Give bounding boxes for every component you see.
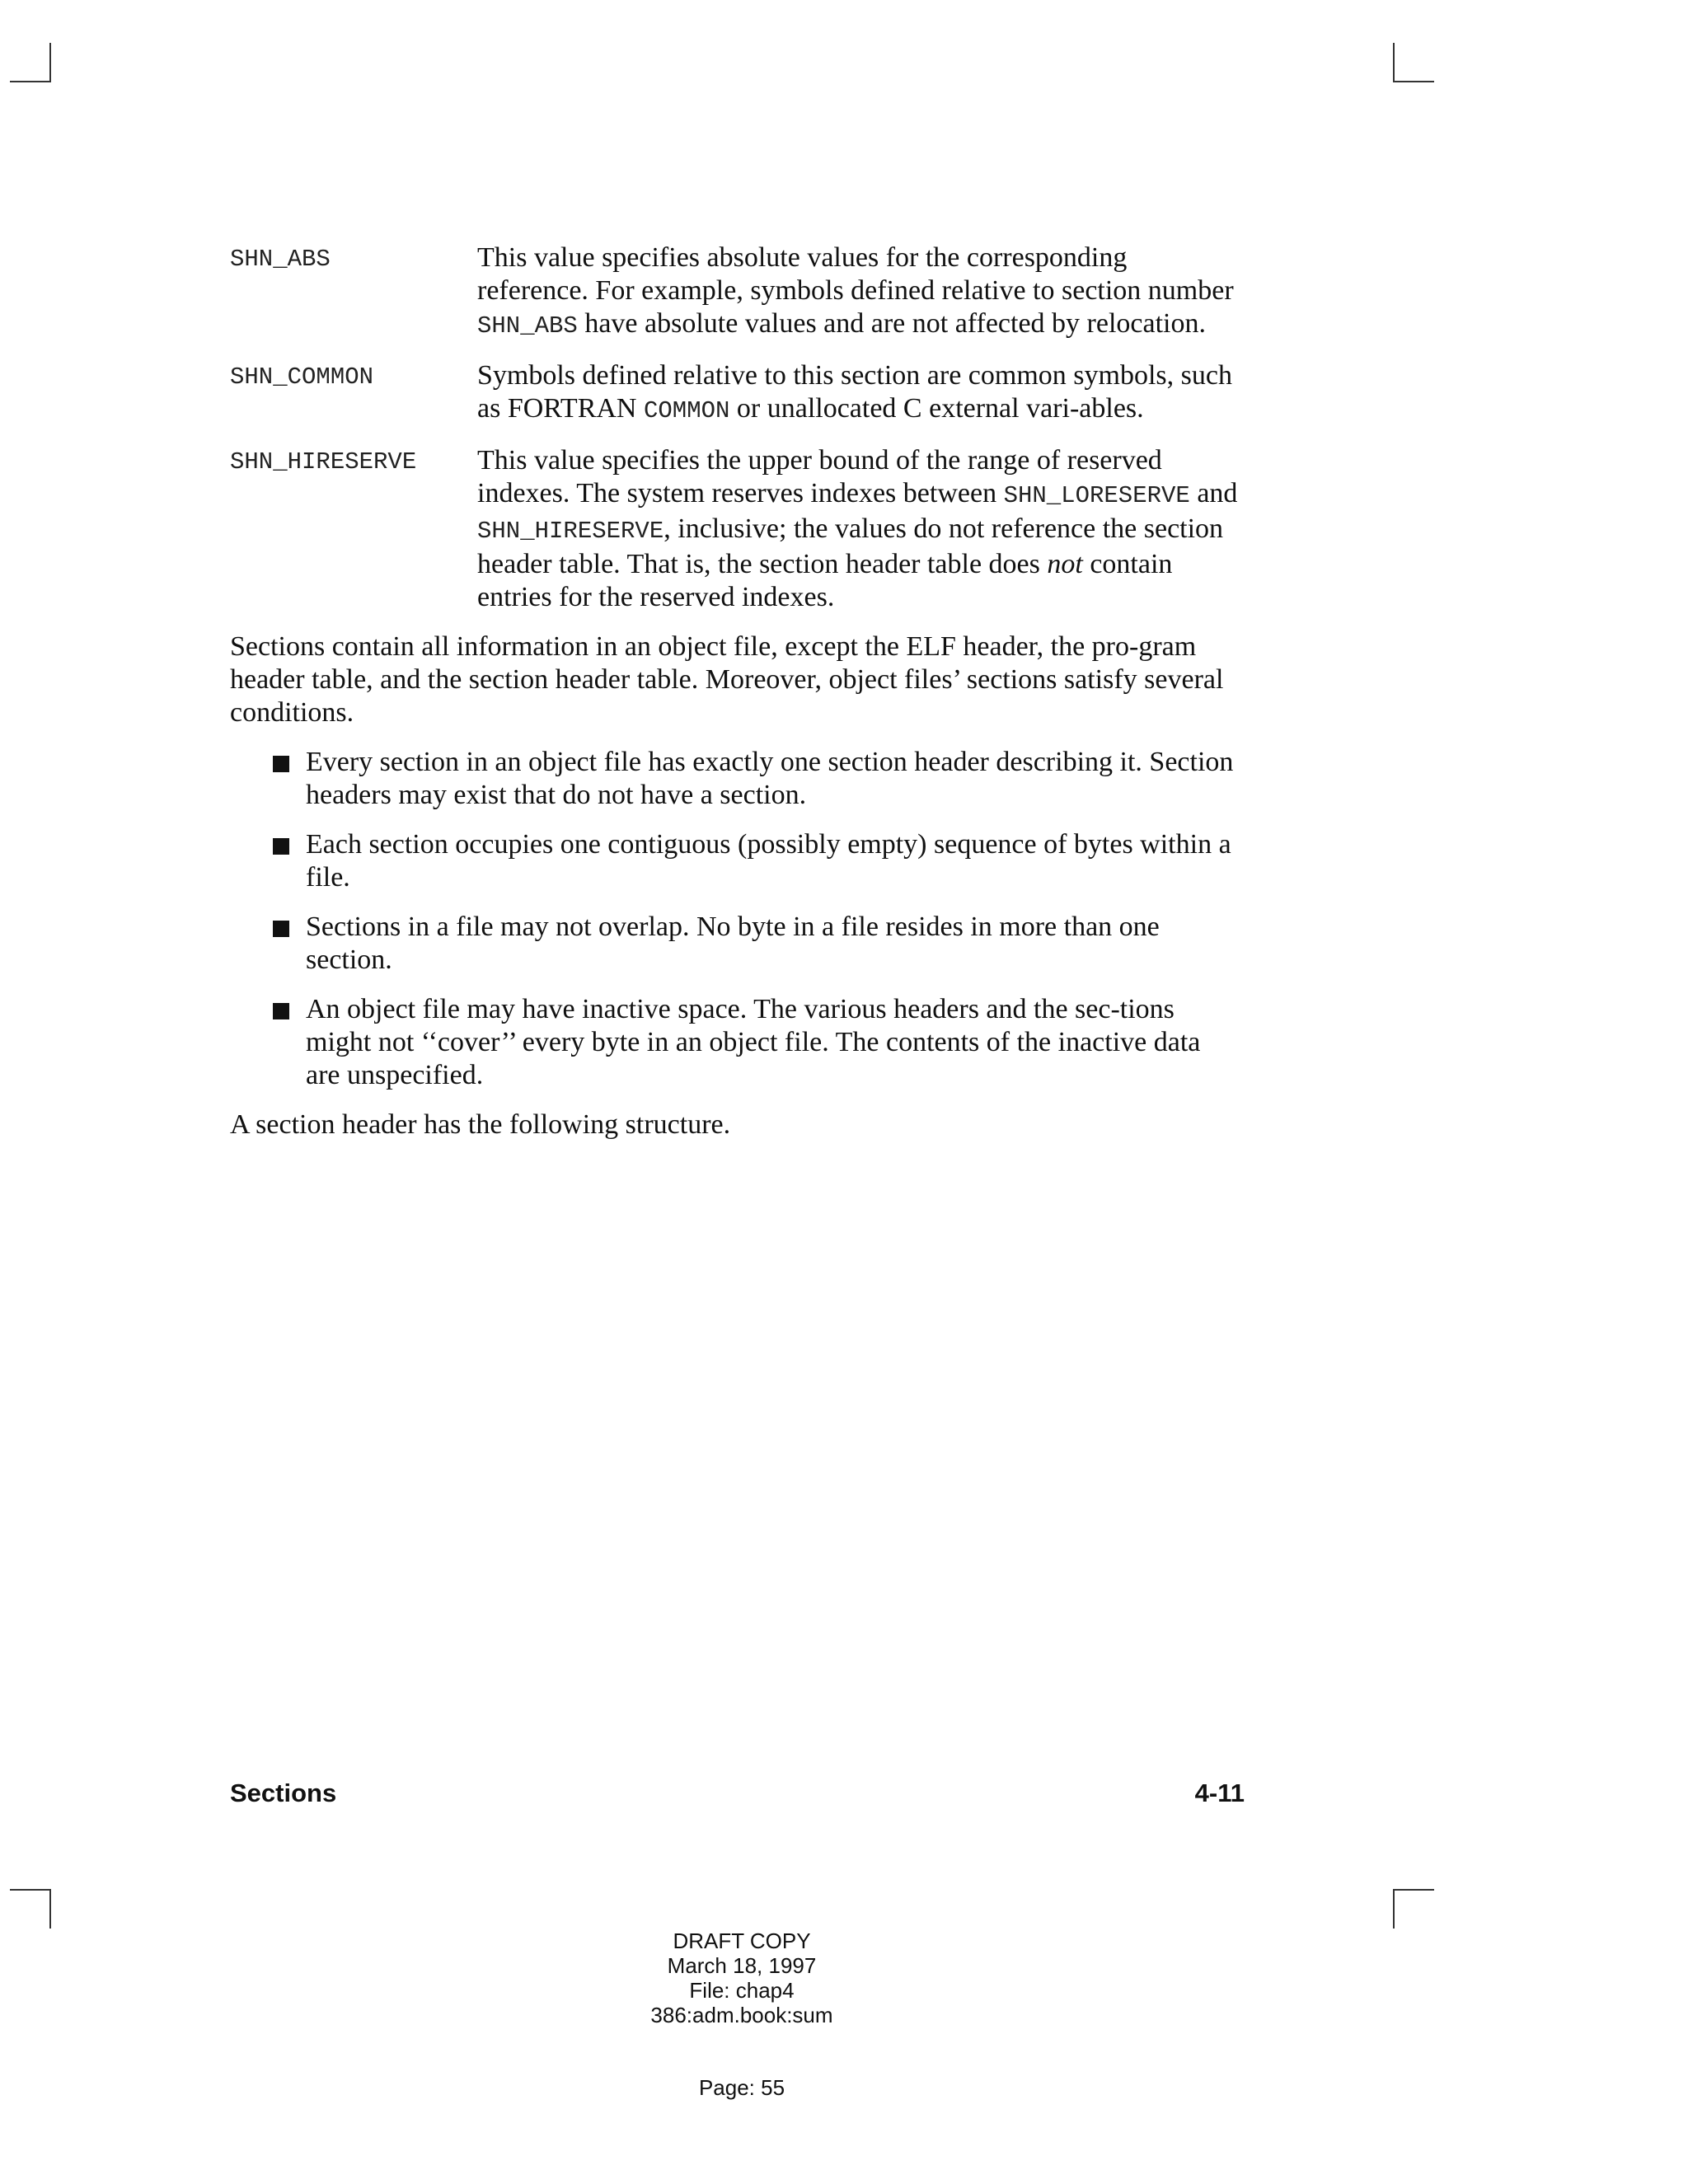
crop-mark-bottom-right-h [1393, 1889, 1434, 1891]
definition-shn-common [230, 359, 1244, 428]
inline-code: COMMON [643, 397, 730, 424]
page-content [230, 241, 1244, 1158]
draft-book: 386:adm.book:sum [650, 2003, 833, 2027]
crop-mark-bottom-right-v [1393, 1889, 1395, 1929]
crop-mark-bottom-left-v [49, 1889, 51, 1929]
inline-code: SHN_ABS [477, 312, 578, 340]
body-paragraph: Sections contain all information in an object file, except the ELF header, the pro-gram header table, and the section header table. Moreover, object files’ sections satisfy several conditions. [230, 631, 1224, 728]
text-run: contain entries for the reserved indexes. [477, 549, 1173, 612]
text-run: have absolute values and are not affected by relocation. [577, 308, 1206, 339]
list-item [230, 828, 1237, 894]
draft-stamp [577, 1929, 907, 2027]
text-run: or unallocated C external vari-ables. [729, 393, 1144, 424]
list-item [230, 746, 1237, 812]
square-bullet-icon [273, 1003, 289, 1019]
square-bullet-icon [273, 921, 289, 937]
footer-page-number: 4-11 [1194, 1779, 1245, 1807]
conditions-list [230, 746, 1244, 1092]
definition-term: SHN_ABS [230, 246, 331, 273]
list-item-text: Sections in a file may not overlap. No byte in a file resides in more than one section. [306, 912, 1160, 975]
text-run: Symbols defined relative to this section are common symbols, such as FORTRAN [477, 360, 1232, 424]
list-item-text: Each section occupies one contiguous (possibly empty) sequence of bytes within a file. [306, 829, 1231, 893]
list-item-text: Every section in an object file has exactly one section header describing it. Section headers may exist that do not have a section. [306, 747, 1234, 810]
text-run: , inclusive; the values do not reference the section header table. That is, the section header table does [477, 513, 1224, 579]
definition-shn-abs [230, 241, 1244, 343]
body-paragraph: A section header has the following structure. [230, 1109, 731, 1140]
inline-code: SHN_LORESERVE [1003, 482, 1190, 509]
crop-mark-bottom-left-h [10, 1889, 51, 1891]
definition-description [477, 444, 1244, 614]
definition-description [477, 359, 1244, 428]
draft-date: March 18, 1997 [667, 1953, 817, 1978]
crop-mark-top-right-h [1393, 81, 1434, 82]
draft-file: File: chap4 [689, 1978, 795, 2003]
definition-description [477, 241, 1244, 343]
list-item [230, 993, 1237, 1092]
emphasis: not [1047, 549, 1083, 579]
definition-term: SHN_HIRESERVE [230, 448, 417, 476]
list-item-text: An object file may have inactive space. The various headers and the sec-tions might not ‘‘cover’’ every byte in an object file. The contents of the inactive data are unspecified. [306, 994, 1201, 1090]
square-bullet-icon [273, 838, 289, 855]
text-run: This value specifies the upper bound of the range of reserved indexes. The system reserves indexes between [477, 445, 1162, 509]
square-bullet-icon [273, 756, 289, 772]
list-item [230, 911, 1237, 977]
crop-mark-top-left-h [10, 81, 51, 82]
footer-section-title: Sections [230, 1779, 337, 1807]
crop-mark-top-left-v [49, 43, 51, 82]
draft-page-number: Page: 55 [698, 2075, 785, 2100]
text-run: This value specifies absolute values for the corresponding reference. For example, symbols defined relative to section number [477, 242, 1234, 306]
crop-mark-top-right-v [1393, 43, 1395, 82]
text-run: and [1189, 478, 1238, 509]
definition-shn-hireserve [230, 444, 1244, 614]
definition-term: SHN_COMMON [230, 363, 374, 391]
inline-code: SHN_HIRESERVE [477, 518, 664, 545]
draft-line: DRAFT COPY [673, 1929, 811, 1953]
